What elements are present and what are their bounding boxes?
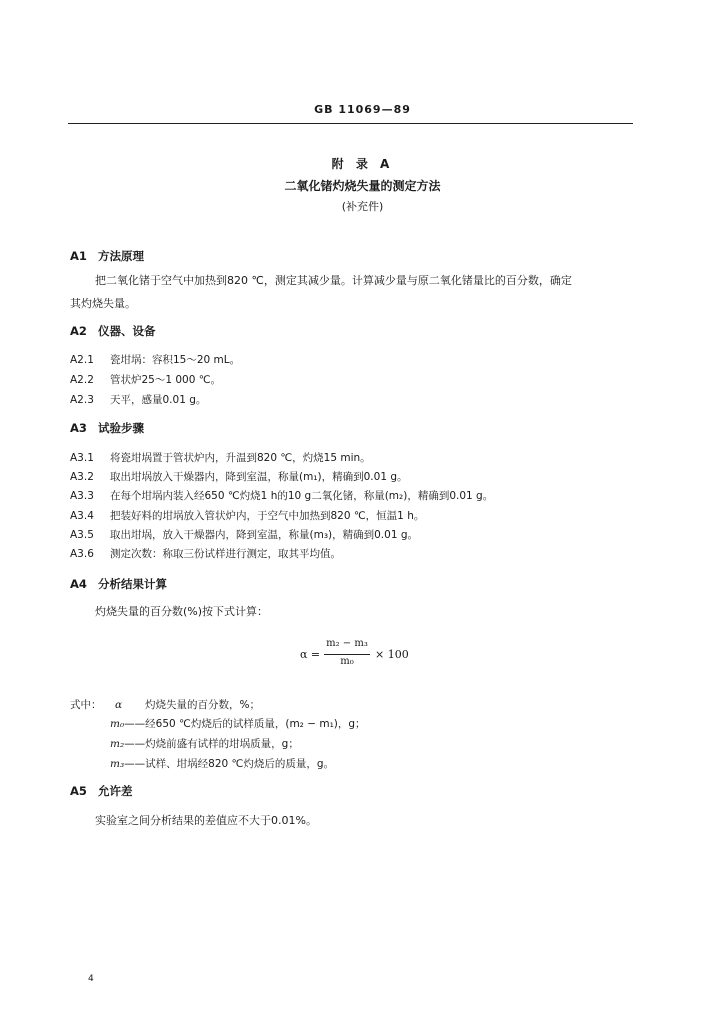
document-subtitle: (补充件) (341, 200, 384, 213)
variable-text: 灼烧失量的百分数，%； (145, 699, 260, 711)
section-a5-text: 实验室之间分析结果的差值应不大于0.01%。 (95, 814, 317, 827)
item-number: A3.2 (70, 471, 94, 483)
item-text: 天平，感量0.01 g。 (110, 394, 207, 406)
item-text: 瓷坩埚：容积15～20 mL。 (110, 354, 241, 366)
variable-definition (110, 716, 366, 731)
formula-intro: 灼烧失量的百分数(%)按下式计算： (95, 605, 269, 618)
section-number: A2 (70, 324, 87, 338)
item-text: 在每个坩埚内装入经650 ℃灼烧1 h的10 g二氧化锗，称量(m₂)，精确到0.01 g。 (110, 490, 494, 502)
formula-numerator: m₂ − m₃ (326, 638, 368, 649)
formula-rhs: × 100 (375, 648, 409, 661)
item-number: A2.3 (70, 394, 94, 406)
list-item (70, 469, 408, 484)
variable-definition (110, 756, 334, 771)
list-item (70, 372, 221, 387)
list-item (70, 352, 240, 367)
section-title: 试验步骤 (98, 421, 144, 435)
formula-denominator: m₀ (340, 656, 354, 667)
item-text: 测定次数：称取三份试样进行测定，取其平均值。 (110, 548, 341, 560)
item-number: A2.1 (70, 354, 94, 366)
fraction-bar (324, 654, 370, 655)
section-a2-heading (70, 323, 156, 339)
variable-separator: —— (124, 738, 146, 750)
section-number: A1 (70, 249, 87, 263)
variable-text: 灼烧前盛有试样的坩埚质量，g； (145, 738, 299, 750)
item-text: 取出坩埚，放入干燥器内，降到室温，称量(m₃)，精确到0.01 g。 (110, 529, 419, 541)
section-a1-text-line2: 其灼烧失量。 (70, 297, 136, 310)
variable-symbol: α (115, 699, 123, 711)
variable-separator: —— (124, 758, 146, 770)
item-number: A3.6 (70, 548, 94, 560)
list-item (70, 546, 341, 561)
header-rule (68, 123, 633, 124)
document-title: 二氧化锗灼烧失量的测定方法 (284, 179, 441, 193)
appendix-label: 附 录 A (331, 157, 394, 171)
item-number: A3.5 (70, 529, 94, 541)
list-item (70, 488, 493, 503)
page-number: 4 (88, 974, 94, 984)
list-item (70, 450, 371, 465)
variable-text: 试样、坩埚经820 ℃灼烧后的质量，g。 (145, 758, 335, 770)
where-label: 式中： (70, 699, 102, 711)
variable-separator: —— (124, 718, 146, 730)
list-item (70, 392, 206, 407)
variable-text: 经650 ℃灼烧后的试样质量，(m₂ − m₁)，g； (145, 718, 366, 730)
item-text: 取出坩埚放入干燥器内，降到室温，称量(m₁)，精确到0.01 g。 (110, 471, 408, 483)
variable-symbol: m₃ (110, 758, 125, 770)
item-number: A3.1 (70, 452, 94, 464)
variable-definition (110, 736, 299, 751)
item-text: 管状炉25～1 000 ℃。 (110, 374, 222, 386)
item-number: A2.2 (70, 374, 94, 386)
section-a1-text-line1: 把二氧化锗于空气中加热到820 ℃，测定其减少量。计算减少量与原二氧化锗量比的百分数，确定 (95, 274, 572, 287)
formula-lhs: α = (300, 648, 321, 661)
variable-symbol: m₀ (110, 718, 125, 730)
item-number: A3.3 (70, 490, 94, 502)
section-number: A5 (70, 784, 87, 798)
section-a3-heading (70, 420, 144, 436)
list-item (70, 527, 418, 542)
section-title: 允许差 (98, 784, 133, 798)
list-item (70, 508, 424, 523)
section-title: 分析结果计算 (98, 577, 167, 591)
section-number: A4 (70, 577, 87, 591)
section-a4-heading (70, 576, 167, 592)
item-text: 将瓷坩埚置于管状炉内，升温到820 ℃，灼烧15 min。 (110, 452, 371, 464)
section-title: 仪器、设备 (98, 324, 156, 338)
variable-symbol: m₂ (110, 738, 125, 750)
section-a1-heading (70, 248, 144, 264)
item-number: A3.4 (70, 510, 94, 522)
section-title: 方法原理 (98, 249, 144, 263)
section-a5-heading (70, 783, 133, 799)
item-text: 把装好料的坩埚放入管状炉内，于空气中加热到820 ℃，恒温1 h。 (110, 510, 425, 522)
section-number: A3 (70, 421, 87, 435)
variable-definition (115, 697, 260, 712)
standard-code: GB 11069—89 (314, 103, 411, 116)
